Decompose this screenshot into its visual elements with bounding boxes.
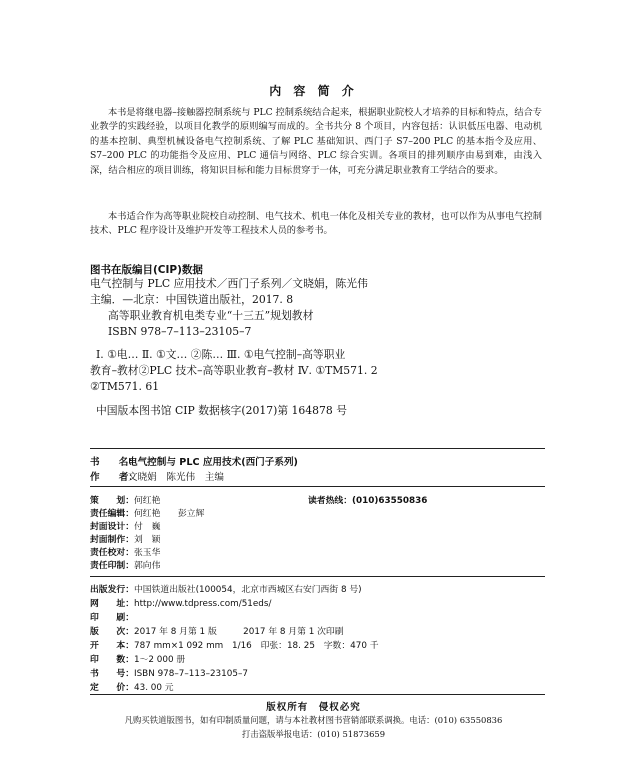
- divider: [90, 486, 545, 487]
- book-title-row: [90, 454, 298, 468]
- editor-label: 责任校对：: [90, 548, 134, 558]
- publication-row: [90, 653, 185, 667]
- copyright-notice: 凡购买铁道版图书，如有印制质量问题，请与本社教材图书营销部联系调换。电话：(010) 63550836: [124, 715, 503, 725]
- editor-row: [90, 533, 160, 547]
- copyright-heading: 版权所有 侵权必究: [266, 702, 361, 713]
- publication-value: 43. 00 元: [134, 683, 174, 693]
- cip-line: 电气控制与 PLC 应用技术／西门子系列／文晓娟，陈光伟: [90, 277, 368, 290]
- book-title-value: 电气控制与 PLC 应用技术(西门子系列): [128, 457, 298, 468]
- publication-value: 787 mm×1 092 mm 1/16 印张：18. 25 字数：470 千: [134, 641, 379, 651]
- summary-paragraph-2: 本书适合作为高等职业院校自动控制、电气技术、机电一体化及相关专业的教材，也可以作为从事电气控制技术、PLC 程序设计及维护开发等工程技术人员的参考书。: [90, 211, 542, 237]
- publication-row: [90, 597, 271, 611]
- editor-label: 封面制作：: [90, 535, 134, 545]
- publication-row: [90, 611, 134, 625]
- publication-label: 开 本：: [90, 641, 134, 651]
- editor-value: 张玉华: [134, 548, 161, 558]
- publication-row: [90, 625, 344, 639]
- editor-value: 何红艳 彭立辉: [134, 509, 205, 519]
- publication-value: 2017 年 8 月第 1 版 2017 年 8 月第 1 次印刷: [134, 627, 344, 637]
- editor-row: [90, 494, 160, 508]
- publication-label: 书 号：: [90, 669, 134, 679]
- book-author-row: [90, 469, 224, 483]
- publication-row: [90, 681, 174, 695]
- piracy-hotline: 打击盗版举报电话：(010) 51873659: [241, 729, 386, 739]
- editor-row: [90, 520, 160, 534]
- divider: [90, 576, 545, 577]
- publication-row: [90, 639, 379, 653]
- publication-row: [90, 667, 248, 681]
- book-author-value: 文晓娟 陈光伟 主编: [128, 472, 224, 483]
- editor-label: 责任印制：: [90, 561, 134, 571]
- cip-line: 中国版本图书馆 CIP 数据核字(2017)第 164878 号: [96, 404, 347, 417]
- editor-value: 刘 颖: [134, 535, 161, 545]
- cip-line: Ⅰ. ①电… Ⅱ. ①文… ②陈… Ⅲ. ①电气控制–高等职业: [96, 348, 346, 361]
- divider: [90, 448, 545, 449]
- cip-heading: 图书在版编目(CIP)数据: [90, 264, 203, 276]
- summary-paragraph-1: 本书是将继电器–接触器控制系统与 PLC 控制系统结合起来，根据职业院校人才培养的目标和特点，结合专业教学的实践经验，以项目化教学的原则编写而成的。全书共分 8 个项目，内容包括：认识低压电器、电动机的基本控制、典型机械设备电气控制系统、了解 PLC 基础知识、西门子 S7–200 PLC 的基本指令及应用、S7–200 PLC 的功能指令及应用、PLC 通信与网络、PLC 综合实训。各项目的排列顺序由易到难，由浅入深，结合相应的项目训练，将知识目标和能力目标贯穿于一体，可充分满足职业教育工学结合的要求。: [90, 107, 542, 176]
- publication-label: 印 数：: [90, 655, 134, 665]
- publication-label: 出版发行：: [90, 585, 134, 595]
- cip-line: 主编．—北京：中国铁道出版社，2017. 8: [90, 293, 294, 306]
- publication-value: 1～2 000 册: [134, 655, 186, 665]
- cip-line: ISBN 978–7–113–23105–7: [108, 325, 252, 338]
- publication-label: 定 价：: [90, 683, 134, 693]
- editor-label: 责任编辑：: [90, 509, 134, 519]
- publication-row: [90, 583, 362, 597]
- divider: [90, 694, 545, 695]
- book-title-label: 书 名：: [90, 457, 138, 468]
- cip-line: 教育–教材②PLC 技术–高等职业教育–教材 Ⅳ. ①TM571. 2: [90, 364, 378, 377]
- editor-value: 郭向伟: [134, 561, 161, 571]
- publication-label: 印 刷：: [90, 613, 134, 623]
- publication-label: 版 次：: [90, 627, 134, 637]
- editor-value: 付 巍: [134, 522, 161, 532]
- website-link[interactable]: http://www.tdpress.com/51eds/: [134, 599, 272, 609]
- cip-line: ②TM571. 61: [90, 380, 160, 393]
- book-author-label: 作 者：: [90, 472, 138, 483]
- reader-hotline: 读者热线：(010)63550836: [308, 496, 428, 506]
- editor-row: [90, 559, 160, 573]
- editor-row: [90, 546, 160, 560]
- summary-title: 内 容 简 介: [269, 84, 358, 98]
- editor-label: 封面设计：: [90, 522, 134, 532]
- publication-label: 网 址：: [90, 599, 134, 609]
- editor-value: 何红艳: [134, 496, 161, 506]
- editor-label: 策 划：: [90, 496, 134, 506]
- editor-row: [90, 507, 204, 521]
- publication-value: ISBN 978–7–113–23105–7: [134, 669, 248, 679]
- publication-value: 中国铁道出版社(100054，北京市西城区右安门西街 8 号): [134, 585, 362, 595]
- cip-line: 高等职业教育机电类专业“十三五”规划教材: [108, 309, 314, 322]
